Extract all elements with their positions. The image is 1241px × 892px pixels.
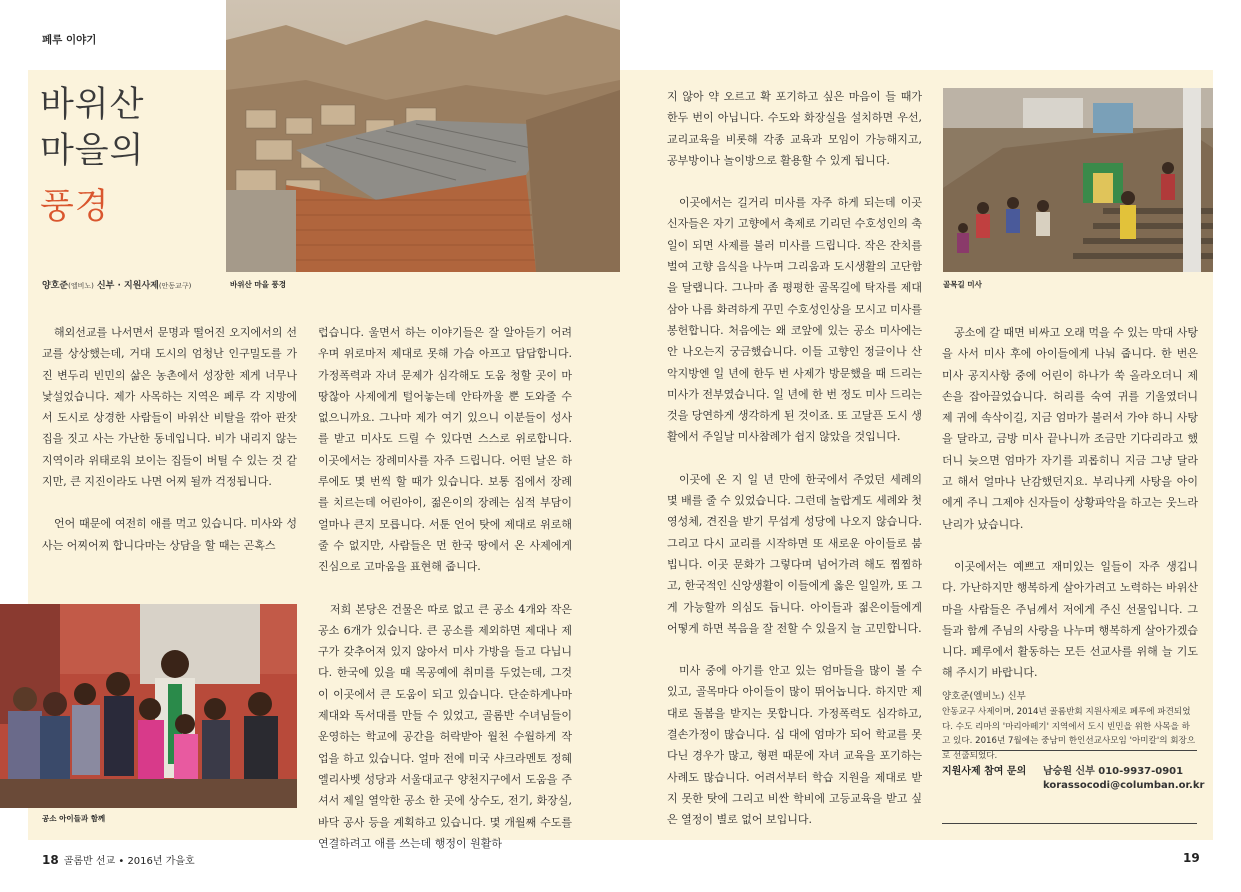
title-line-2: 마을의 xyxy=(40,131,145,171)
mass-caption: 골목길 미사 xyxy=(943,280,982,289)
article-title xyxy=(40,82,144,230)
article-column-3 xyxy=(667,86,922,852)
footer-left xyxy=(42,852,195,867)
article-column-4 xyxy=(942,322,1198,705)
section-label: 페루 이야기 xyxy=(42,34,97,46)
paragraph: 언어 때문에 여전히 애를 먹고 있습니다. 미사와 성사는 어찌어찌 합니다마는 상담을 할 때는 곤혹스 xyxy=(42,517,297,552)
paragraph: 이곳에 온 지 일 년 만에 한국에서 주었던 세례의 몇 배를 줄 수 있었습니다. 그런데 놀랍게도 세례와 첫영성체, 견진을 받기 무섭게 성당에 나오지 않습니다. 그리고 다시 교리를 시작하면 또 새로운 아이들로 붐빕니다. 이곳 문화가 그렇다며 넘어가려 해도 찜찜하고, 한국적인 신앙생활이 이들에게 옳은 일일까, 또 그게 가능할까 의심도 듭니다. 아이들과 젊은이들에게 어떻게 하면 복음을 잘 전할 수 있을지 늘 고민합니다. xyxy=(667,472,922,635)
contact-label: 지원사제 참여 문의 xyxy=(942,766,1027,777)
article-column-2 xyxy=(318,322,572,875)
publication-name: 골롬반 선교 • 2016년 가을호 xyxy=(63,856,195,867)
article-column-1 xyxy=(42,322,297,577)
page-number-right: 19 xyxy=(1183,851,1200,865)
village-caption: 바위산 마을 풍경 xyxy=(230,280,286,289)
village-photo-image xyxy=(226,0,620,272)
paragraph: 공소에 갈 때면 비싸고 오래 먹을 수 있는 막대 사탕을 사서 미사 후에 아이들에게 나눠 줍니다. 한 번은 미사 공지사항 중에 어린이 하나가 쑥 올라오더니 제 손을 잡아끌었습니다. 허리를 숙여 귀를 기울였더니 제 귀에 속삭이길, 지금 엄마가 불러서 가야 하니 사탕을 달라고, 금방 미사 끝나니까 조금만 기다리라고 했더니 늦으면 엄마가 자기를 괴롭히니 지금 그냥 달라고 해서 얼마나 난감했던지요. 부리나케 사탕을 아이에게 주니 그제야 신자들이 상황파악을 하고는 웃느라 난리가 났습니다. xyxy=(942,326,1198,531)
village-photo xyxy=(226,0,620,272)
children-photo-image xyxy=(0,604,297,808)
bio-name: 양호준(엘비노) 신부 xyxy=(942,691,1026,702)
author-role: 신부 · 지원사제 xyxy=(93,281,159,291)
paragraph: 해외선교를 나서면서 문명과 떨어진 오지에서의 선교를 상상했는데, 거대 도시의 엄청난 인구밀도를 가진 변두리 빈민의 삶은 농촌에서 성장한 제게 너무나 낯설었습니다. 제가 사목하는 지역은 페루 각 지방에서 도시로 상경한 사람들이 바위산 비탈을 깎아 판잣집을 짓고 사는 가난한 동네입니다. 비가 내리지 않는 지역이라 위태로워 보이는 집들이 버틸 수 있는 것 같지만, 큰 지진이라도 나면 어찌 될까 걱정됩니다. xyxy=(42,326,297,489)
paragraph: 지 않아 약 오르고 확 포기하고 싶은 마음이 들 때가 한두 번이 아닙니다. 수도와 화장실을 설치하면 우선, 교리교육을 비롯해 각종 교육과 모임이 가능해지고, 공부방이나 놀이방으로 활용할 수 있게 됩니다. xyxy=(667,90,922,167)
paragraph: 저희 본당은 건물은 따로 없고 큰 공소 4개와 작은 공소 6개가 있습니다. 큰 공소를 제외하면 제대나 제구가 갖추어져 있지 않아서 미사 가방을 들고 다닙니다. 한국에 있을 때 목공예에 취미를 두었는데, 그것이 이곳에서 큰 도움이 되고 있습니다. 단순하게나마 제대와 독서대를 만들 수 있었고, 골롬반 수녀님들이 운영하는 학교에 공간을 허락받아 월천 수월하게 작업을 하고 있습니다. 얼마 전에 미국 샤크라멘토 정혜엘리사벳 성당과 서울대교구 양천지구에서 도움을 주셔서 제일 열악한 공소 한 곳에 상수도, 전기, 화장실, 바닥 공사 등을 계획하고 있습니다. 몇 개월째 수도를 연결하려고 애를 쓰는데 행정이 원활하 xyxy=(318,602,572,850)
paragraph: 이곳에서는 길거리 미사를 자주 하게 되는데 이곳 신자들은 자기 고향에서 축제로 기리던 수호성인의 축일이 되면 사제를 불러 미사를 드립니다. 작은 잔치를 벌여 고향 음식을 나누며 그리움과 도시생활의 고단함을 달랩니다. 그나마 좀 평평한 골목길에 탁자를 제대 삼아 나름 화려하게 꾸민 수호성인상을 모시고 미사를 봉헌합니다. 처음에는 왜 코앞에 있는 공소 미사에는 안 나오는지 궁금했습니다. 이들 고향인 정글이나 산악지방엔 일 년에 한두 번 사제가 방문했을 때 드리는 미사가 전부였습니다. 일 년에 한 번 정도 미사 드리는 것을 당연하게 생각하게 된 것이죠. 또 고달픈 도시 생활에서 주일날 미사참례가 쉽지 않았을 것입니다. xyxy=(667,196,922,444)
title-line-3: 풍경 xyxy=(40,187,110,227)
mass-photo xyxy=(943,88,1213,272)
children-photo xyxy=(0,604,297,808)
contact-phone: 남승원 신부 010-9937-0901 xyxy=(1043,766,1184,777)
page-number-left: 18 xyxy=(42,853,59,867)
author-name-sub: (엘비노) xyxy=(68,282,94,290)
mass-photo-image xyxy=(943,88,1213,272)
contact-box xyxy=(942,750,1205,824)
contact-email[interactable]: korassocodi@columban.or.kr xyxy=(1043,780,1205,791)
bio-text: 안동교구 사제이며, 2014년 골롬반회 지원사제로 페루에 파견되었다. 수도 리마의 '마리아떼기' 지역에서 도시 빈민을 위한 사목을 하고 있다. 2016년 7월에는 중남미 한인선교사모임 '아미칼'의 회장으로 선출되었다. xyxy=(942,707,1196,761)
paragraph: 럽습니다. 울면서 하는 이야기들은 잘 알아듣기 어려우며 위로마저 제대로 못해 가슴 아프고 답답합니다. 가정폭력과 자녀 문제가 심각해도 도움 청할 곳이 마땅찮아 사제에게 털어놓는데 안타까울 뿐 도와줄 수 없으니까요. 그나마 제가 여기 있으니 이분들이 성사를 받고 미사도 드릴 수 있다면 스스로 위로합니다. 이곳에서는 장례미사를 자주 드립니다. 어떤 날은 하루에도 몇 번씩 할 때가 있습니다. 보통 집에서 장례를 치르는데 어린아이, 젊은이의 장례는 심적 부담이 얼마나 큰지 모릅니다. 서툰 언어 탓에 제대로 위로해 줄 수 없지만, 사람들은 먼 한국 땅에서 온 사제에게 진심으로 고마움을 표현해 줍니다. xyxy=(318,326,572,574)
author-role-sub: (안동교구) xyxy=(158,282,192,290)
paragraph: 이곳에서는 예쁘고 재미있는 일들이 자주 생깁니다. 가난하지만 행복하게 살아가려고 노력하는 바위산 마을 사람들은 주님께서 저에게 주신 선물입니다. 그들과 함께 주님의 사랑을 나누며 행복하게 살아가겠습니다. 페루에서 활동하는 모든 선교사를 위해 늘 기도해 주시기 바랍니다. xyxy=(942,559,1198,680)
children-caption: 공소 아이들과 함께 xyxy=(42,814,106,823)
title-line-1: 바위산 xyxy=(40,85,145,125)
author-name: 양호준 xyxy=(42,281,69,291)
paragraph: 미사 중에 아기를 안고 있는 엄마들을 많이 볼 수 있고, 골목마다 아이들이 많이 뛰어놉니다. 하지만 제대로 돌봄을 받지는 못합니다. 가정폭력도 심각하고, 결손가정이 많습니다. 십 대에 엄마가 되어 학교를 못 다닌 경우가 많고, 형편 때문에 자녀 교육을 포기하는 사례도 많습니다. 어려서부터 학습 지원을 제대로 받지 못한 탓에 그리고 비싼 학비에 고등교육을 받고 싶은 열정이 별로 없어 보입니다. xyxy=(667,664,922,827)
author-byline xyxy=(42,278,191,291)
